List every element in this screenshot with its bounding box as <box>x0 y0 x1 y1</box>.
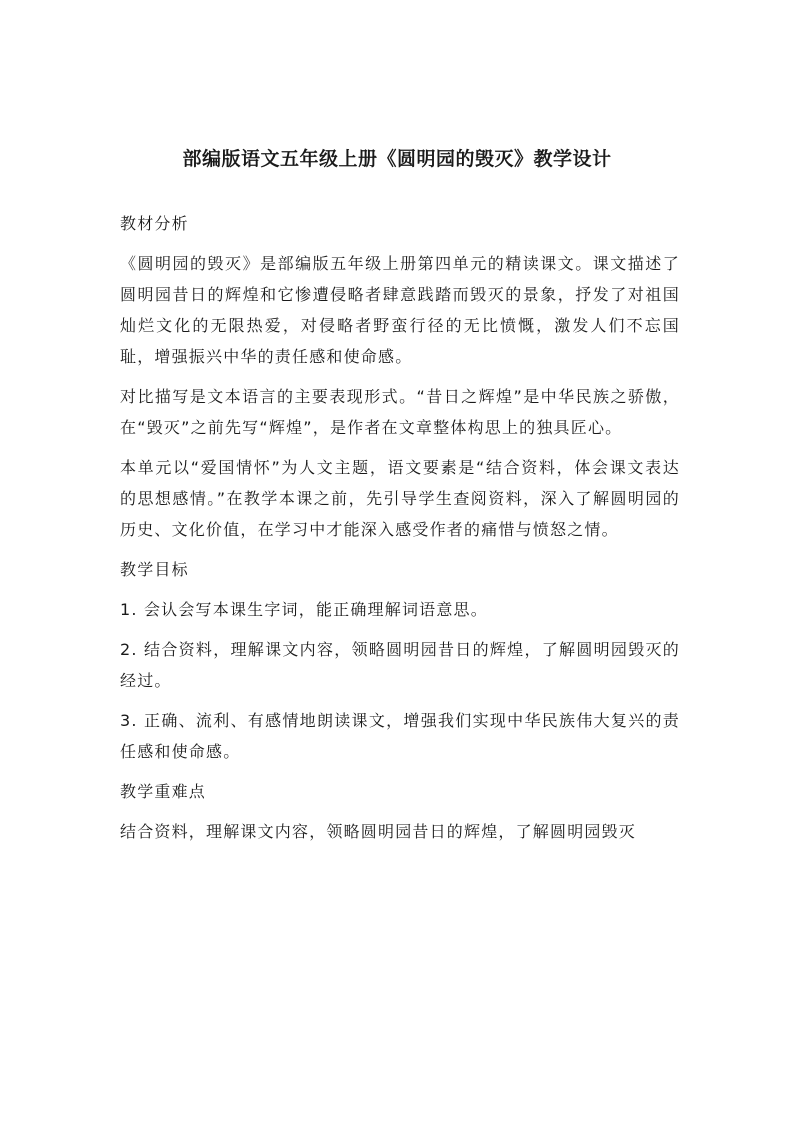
analysis-paragraph-3: 本单元以“爱国情怀”为人文主题，语文要素是“结合资料，体会课文表达的思想感情。”在教学本课之前，先引导学生查阅资料，深入了解圆明园的历史、文化价值，在学习中才能深入感受作者的痛惜与愤怒之情。 <box>120 458 680 539</box>
goal-item-1: 1. 会认会写本课生字词，能正确理解词语意思。 <box>120 600 488 619</box>
section-heading-key-points: 教学重难点 <box>120 782 207 801</box>
section-heading-goals: 教学目标 <box>120 560 189 579</box>
document-title: 部编版语文五年级上册《圆明园的毁灭》教学设计 <box>182 148 612 170</box>
key-points-paragraph-1: 结合资料，理解课文内容，领略圆明园昔日的辉煌，了解圆明园毁灭 <box>120 822 637 841</box>
analysis-paragraph-1: 《圆明园的毁灭》是部编版五年级上册第四单元的精读课文。课文描述了圆明园昔日的辉煌和它惨遭侵略者肆意践踏而毁灭的景象，抒发了对祖国灿烂文化的无限热爱，对侵略者野蛮行径的无比愤慨，激发人们不忘国耻，增强振兴中华的责任感和使命感。 <box>120 254 680 366</box>
analysis-paragraph-2: 对比描写是文本语言的主要表现形式。“昔日之辉煌”是中华民族之骄傲，在“毁灭”之前先写“辉煌”，是作者在文章整体构思上的独具匠心。 <box>120 387 680 437</box>
goal-item-3: 3. 正确、流利、有感情地朗读课文，增强我们实现中华民族伟大复兴的责任感和使命感。 <box>120 711 680 761</box>
section-heading-analysis: 教材分析 <box>120 214 189 233</box>
document-body <box>120 208 680 856</box>
goal-item-2: 2. 结合资料，理解课文内容，领略圆明园昔日的辉煌，了解圆明园毁灭的经过。 <box>120 640 680 690</box>
